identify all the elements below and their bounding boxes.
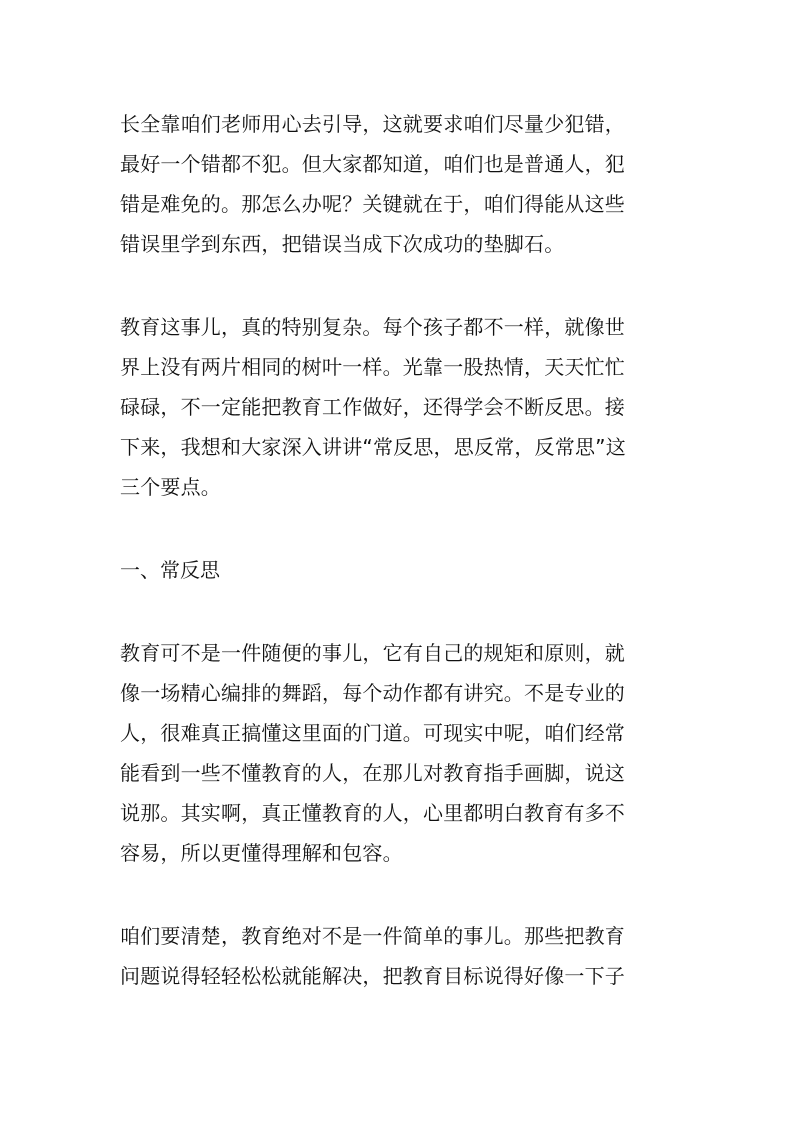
text-line: 咱们要清楚，教育绝对不是一件简单的事儿。那些把教育 — [120, 924, 625, 948]
text-line: 长全靠咱们老师用心去引导，这就要求咱们尽量少犯错， — [120, 112, 625, 136]
text-line: 能看到一些不懂教育的人，在那儿对教育指手画脚，说这 — [120, 761, 625, 785]
paragraph-gap — [120, 507, 680, 550]
text-line: 问题说得轻轻松松就能解决，把教育目标说得好像一下子 — [120, 964, 625, 988]
text-line: 人，很难真正搞懂这里面的门道。可现实中呢，咱们经常 — [120, 721, 625, 745]
text-line: 教育可不是一件随便的事儿，它有自己的规矩和原则，就 — [120, 641, 625, 665]
document-body — [120, 104, 680, 996]
paragraph-gap — [120, 873, 680, 916]
section-heading: 一、常反思 — [120, 558, 220, 582]
paragraph — [120, 633, 680, 873]
text-line: 容易，所以更懂得理解和包容。 — [120, 841, 403, 865]
text-line: 说那。其实啊，真正懂教育的人，心里都明白教育有多不 — [120, 801, 625, 825]
text-line: 界上没有两片相同的树叶一样。光靠一股热情，天天忙忙 — [120, 355, 625, 379]
text-line: 三个要点。 — [120, 475, 221, 499]
paragraph-gap — [120, 590, 680, 633]
paragraph — [120, 916, 680, 996]
text-line: 错误里学到东西，把错误当成下次成功的垫脚石。 — [120, 232, 565, 256]
text-line: 教育这事儿，真的特别复杂。每个孩子都不一样，就像世 — [120, 315, 625, 339]
text-line: 下来，我想和大家深入讲讲“常反思，思反常，反常思”这 — [120, 435, 626, 459]
paragraph — [120, 307, 680, 507]
text-line: 碌碌，不一定能把教育工作做好，还得学会不断反思。接 — [120, 395, 625, 419]
text-line: 错是难免的。那怎么办呢？关键就在于，咱们得能从这些 — [120, 192, 625, 216]
paragraph — [120, 104, 680, 264]
text-line: 最好一个错都不犯。但大家都知道，咱们也是普通人，犯 — [120, 152, 625, 176]
text-line: 像一场精心编排的舞蹈，每个动作都有讲究。不是专业的 — [120, 681, 625, 705]
paragraph-gap — [120, 264, 680, 307]
